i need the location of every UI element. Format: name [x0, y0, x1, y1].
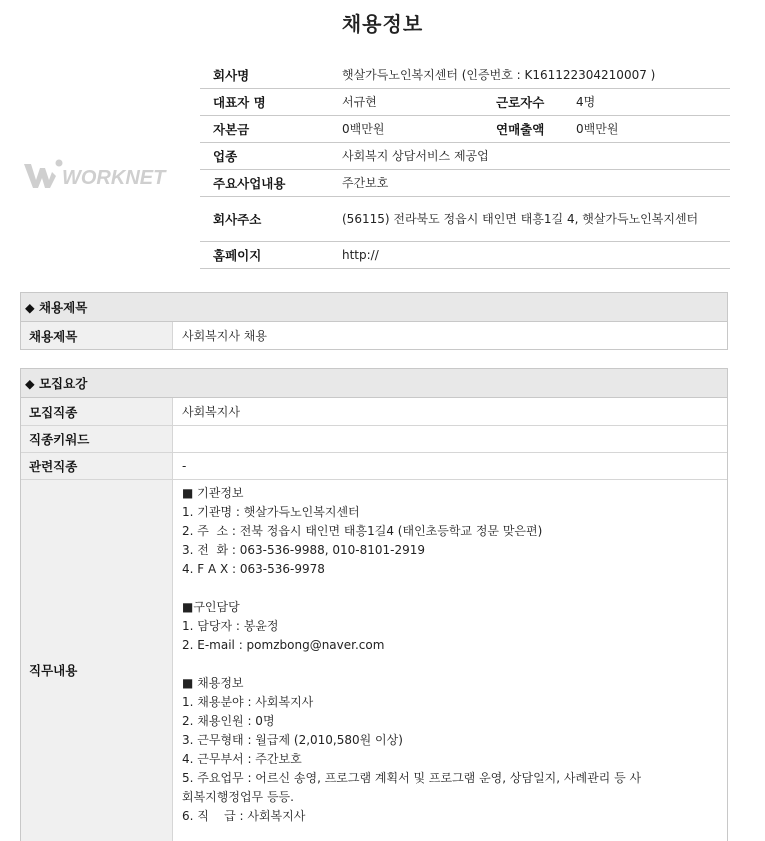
- homepage-link[interactable]: http://: [342, 248, 379, 262]
- duty-row: [21, 480, 727, 841]
- requirements-header: ◆ 모집요강: [21, 369, 727, 398]
- business-label: 주요사업내용: [213, 176, 286, 191]
- duty-line: 3. 전 화 : 063-536-9988, 010-8101-2919: [182, 543, 426, 557]
- keyword-value: [173, 426, 727, 452]
- recruit-title-header: ◆ 채용제목: [21, 293, 727, 322]
- requirements-section: [20, 368, 728, 841]
- keyword-row: [21, 426, 727, 453]
- duty-line: 2. 주 소 : 전북 정읍시 태인면 태흥1길4 (태인초등학교 정문 맞은편): [182, 524, 543, 538]
- ceo-label: 대표자 명: [213, 95, 266, 110]
- duty-line: 3. 근무형태 : 월급제 (2,010,580원 이상): [182, 733, 403, 747]
- company-business-row: [200, 170, 730, 197]
- duty-line: [182, 579, 718, 598]
- logo-text: WORKNET: [62, 167, 166, 189]
- company-info: [200, 62, 730, 269]
- capital-value: 0백만원: [342, 122, 385, 136]
- company-homepage-row: [200, 242, 730, 269]
- duty-line: 4. 근무부서 : 주간보호: [182, 752, 302, 766]
- industry-label: 업종: [213, 149, 238, 164]
- sales-label: 연매출액: [496, 122, 545, 137]
- duty-line: 1. 채용분야 : 사회복지사: [182, 695, 314, 709]
- address-value: (56115) 전라북도 정읍시 태인면 태흥1길 4, 햇살가득노인복지센터: [342, 212, 699, 226]
- address-label: 회사주소: [213, 212, 262, 227]
- duty-line: ■ 채용정보: [182, 676, 244, 690]
- duty-line: 1. 담당자 : 봉윤정: [182, 619, 279, 633]
- company-capital-row: [200, 116, 730, 143]
- duty-line: 2. 채용인원 : 0명: [182, 714, 275, 728]
- capital-label: 자본금: [213, 122, 250, 137]
- duty-line: [182, 655, 718, 674]
- page-title: 채용정보: [341, 12, 424, 36]
- related-value: -: [182, 459, 187, 473]
- position-value: 사회복지사: [182, 405, 240, 419]
- duty-label: 직무내용: [21, 480, 173, 841]
- workers-value: 4명: [576, 95, 596, 109]
- duty-content: [173, 480, 727, 841]
- company-ceo-row: [200, 89, 730, 116]
- duty-line: 회복지행정업무 등등.: [182, 790, 294, 804]
- industry-value: 사회복지 상담서비스 제공업: [342, 149, 489, 163]
- duty-line: 6. 직 급 : 사회복지사: [182, 809, 306, 823]
- recruit-title-label: 채용제목: [21, 322, 173, 349]
- ceo-value: 서규현: [342, 95, 377, 109]
- duty-line: ■구인담당: [182, 600, 240, 614]
- recruit-title-value: 사회복지사 채용: [182, 329, 267, 343]
- recruit-title-row: [21, 322, 727, 349]
- duty-line: [182, 826, 718, 841]
- duty-line: 2. E-mail : pomzbong@naver.com: [182, 638, 385, 652]
- duty-line: 4. F A X : 063-536-9978: [182, 562, 325, 576]
- position-row: [21, 398, 727, 426]
- duty-line: ■ 기관정보: [182, 486, 244, 500]
- company-name-row: [200, 62, 730, 89]
- position-label: 모집직종: [21, 398, 173, 425]
- related-row: [21, 453, 727, 480]
- sales-value: 0백만원: [576, 122, 619, 136]
- business-value: 주간보호: [342, 176, 389, 190]
- company-name-value: 햇살가득노인복지센터 (인증번호 : K161122304210007 ): [342, 68, 656, 82]
- recruit-title-section: [20, 292, 728, 350]
- related-label: 관련직종: [21, 453, 173, 479]
- workers-label: 근로자수: [496, 95, 545, 110]
- homepage-label: 홈페이지: [213, 248, 262, 263]
- company-name-label: 회사명: [213, 68, 250, 83]
- keyword-label: 직종키워드: [21, 426, 173, 452]
- duty-line: 1. 기관명 : 햇살가득노인복지센터: [182, 505, 360, 519]
- company-address-row: [200, 197, 730, 242]
- worknet-logo: [22, 152, 182, 192]
- duty-line: 5. 주요업무 : 어르신 송영, 프로그램 계획서 및 프로그램 운영, 상담일지, 사례관리 등 사: [182, 771, 642, 785]
- company-industry-row: [200, 143, 730, 170]
